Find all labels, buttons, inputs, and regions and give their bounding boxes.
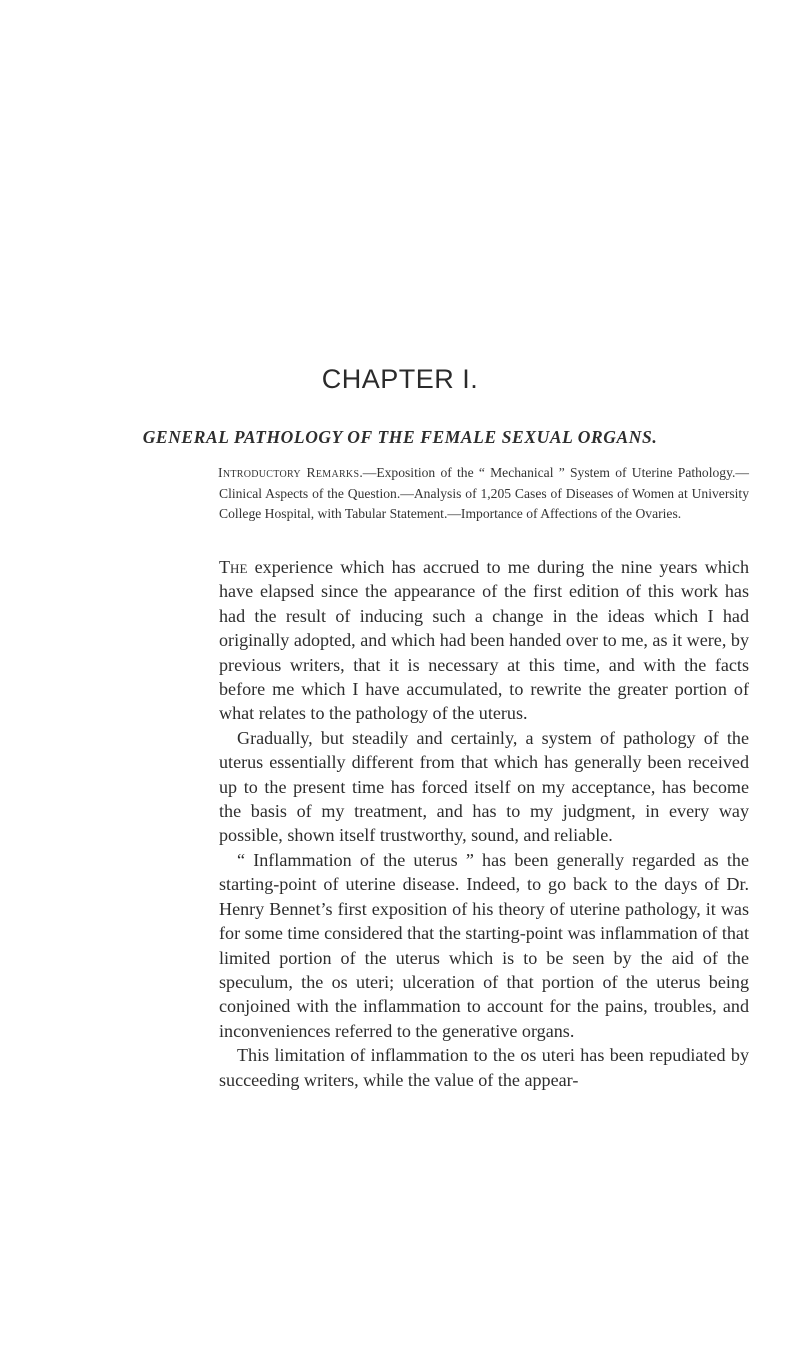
chapter-title: CHAPTER I. bbox=[321, 364, 479, 394]
chapter-summary bbox=[219, 463, 749, 525]
paragraph-2: Gradually, but steadily and certainly, a system of pathology of the uterus essentially different from that which has generally been received up to the present time has forced itself on my acceptance, has become the basis of my treatment, and has to my judgment, in every way possible, shown itself trustworthy, sound, and reliable. bbox=[219, 727, 749, 846]
summary-lead: Introductory Remarks bbox=[218, 465, 360, 480]
paragraph-1-text: experience which has accrued to me during the nine years which have elapsed since the appearance of the first edition of this work has had the result of inducing such a change in the ideas which I had originally adopted, and which had been handed over to me, as it were, by previous writers, that it is necessary at this time, and with the facts before me which I have accumulated, to rewrite the greater portion of what relates to the pathology of the uterus. bbox=[219, 557, 749, 724]
section-title: GENERAL PATHOLOGY OF THE FEMALE SEXUAL ORGANS. bbox=[142, 427, 658, 447]
paragraph-3: “ Inflammation of the uterus ” has been generally regarded as the starting-point of uterine disease. Indeed, to go back to the days of Dr. Henry Bennet’s first exposition of his theory of uterine pathology, it was for some time considered that the starting-point was inflammation of that limited portion of the uterus which is to be seen by the aid of the speculum, the os uteri; ulceration of that portion of the uterus being conjoined with the inflammation to account for the pains, troubles, and inconveniences referred to the generative organs. bbox=[219, 849, 749, 1041]
body-text bbox=[219, 555, 749, 1092]
paragraph-1-lead: The bbox=[219, 557, 248, 577]
summary-text: .—Exposition of the “ Mechanical ” System of Uterine Pathology.—Clinical Aspects of the Question.—Analysis of 1,205 Cases of Diseases of Women at University College Hospital, with Tabular Statement.—Importance of Affections of the Ovaries. bbox=[219, 465, 749, 521]
paragraph-4: This limitation of inflammation to the os uteri has been repudiated by succeeding writers, while the value of the appear- bbox=[219, 1045, 749, 1090]
paragraph-1 bbox=[219, 555, 749, 726]
